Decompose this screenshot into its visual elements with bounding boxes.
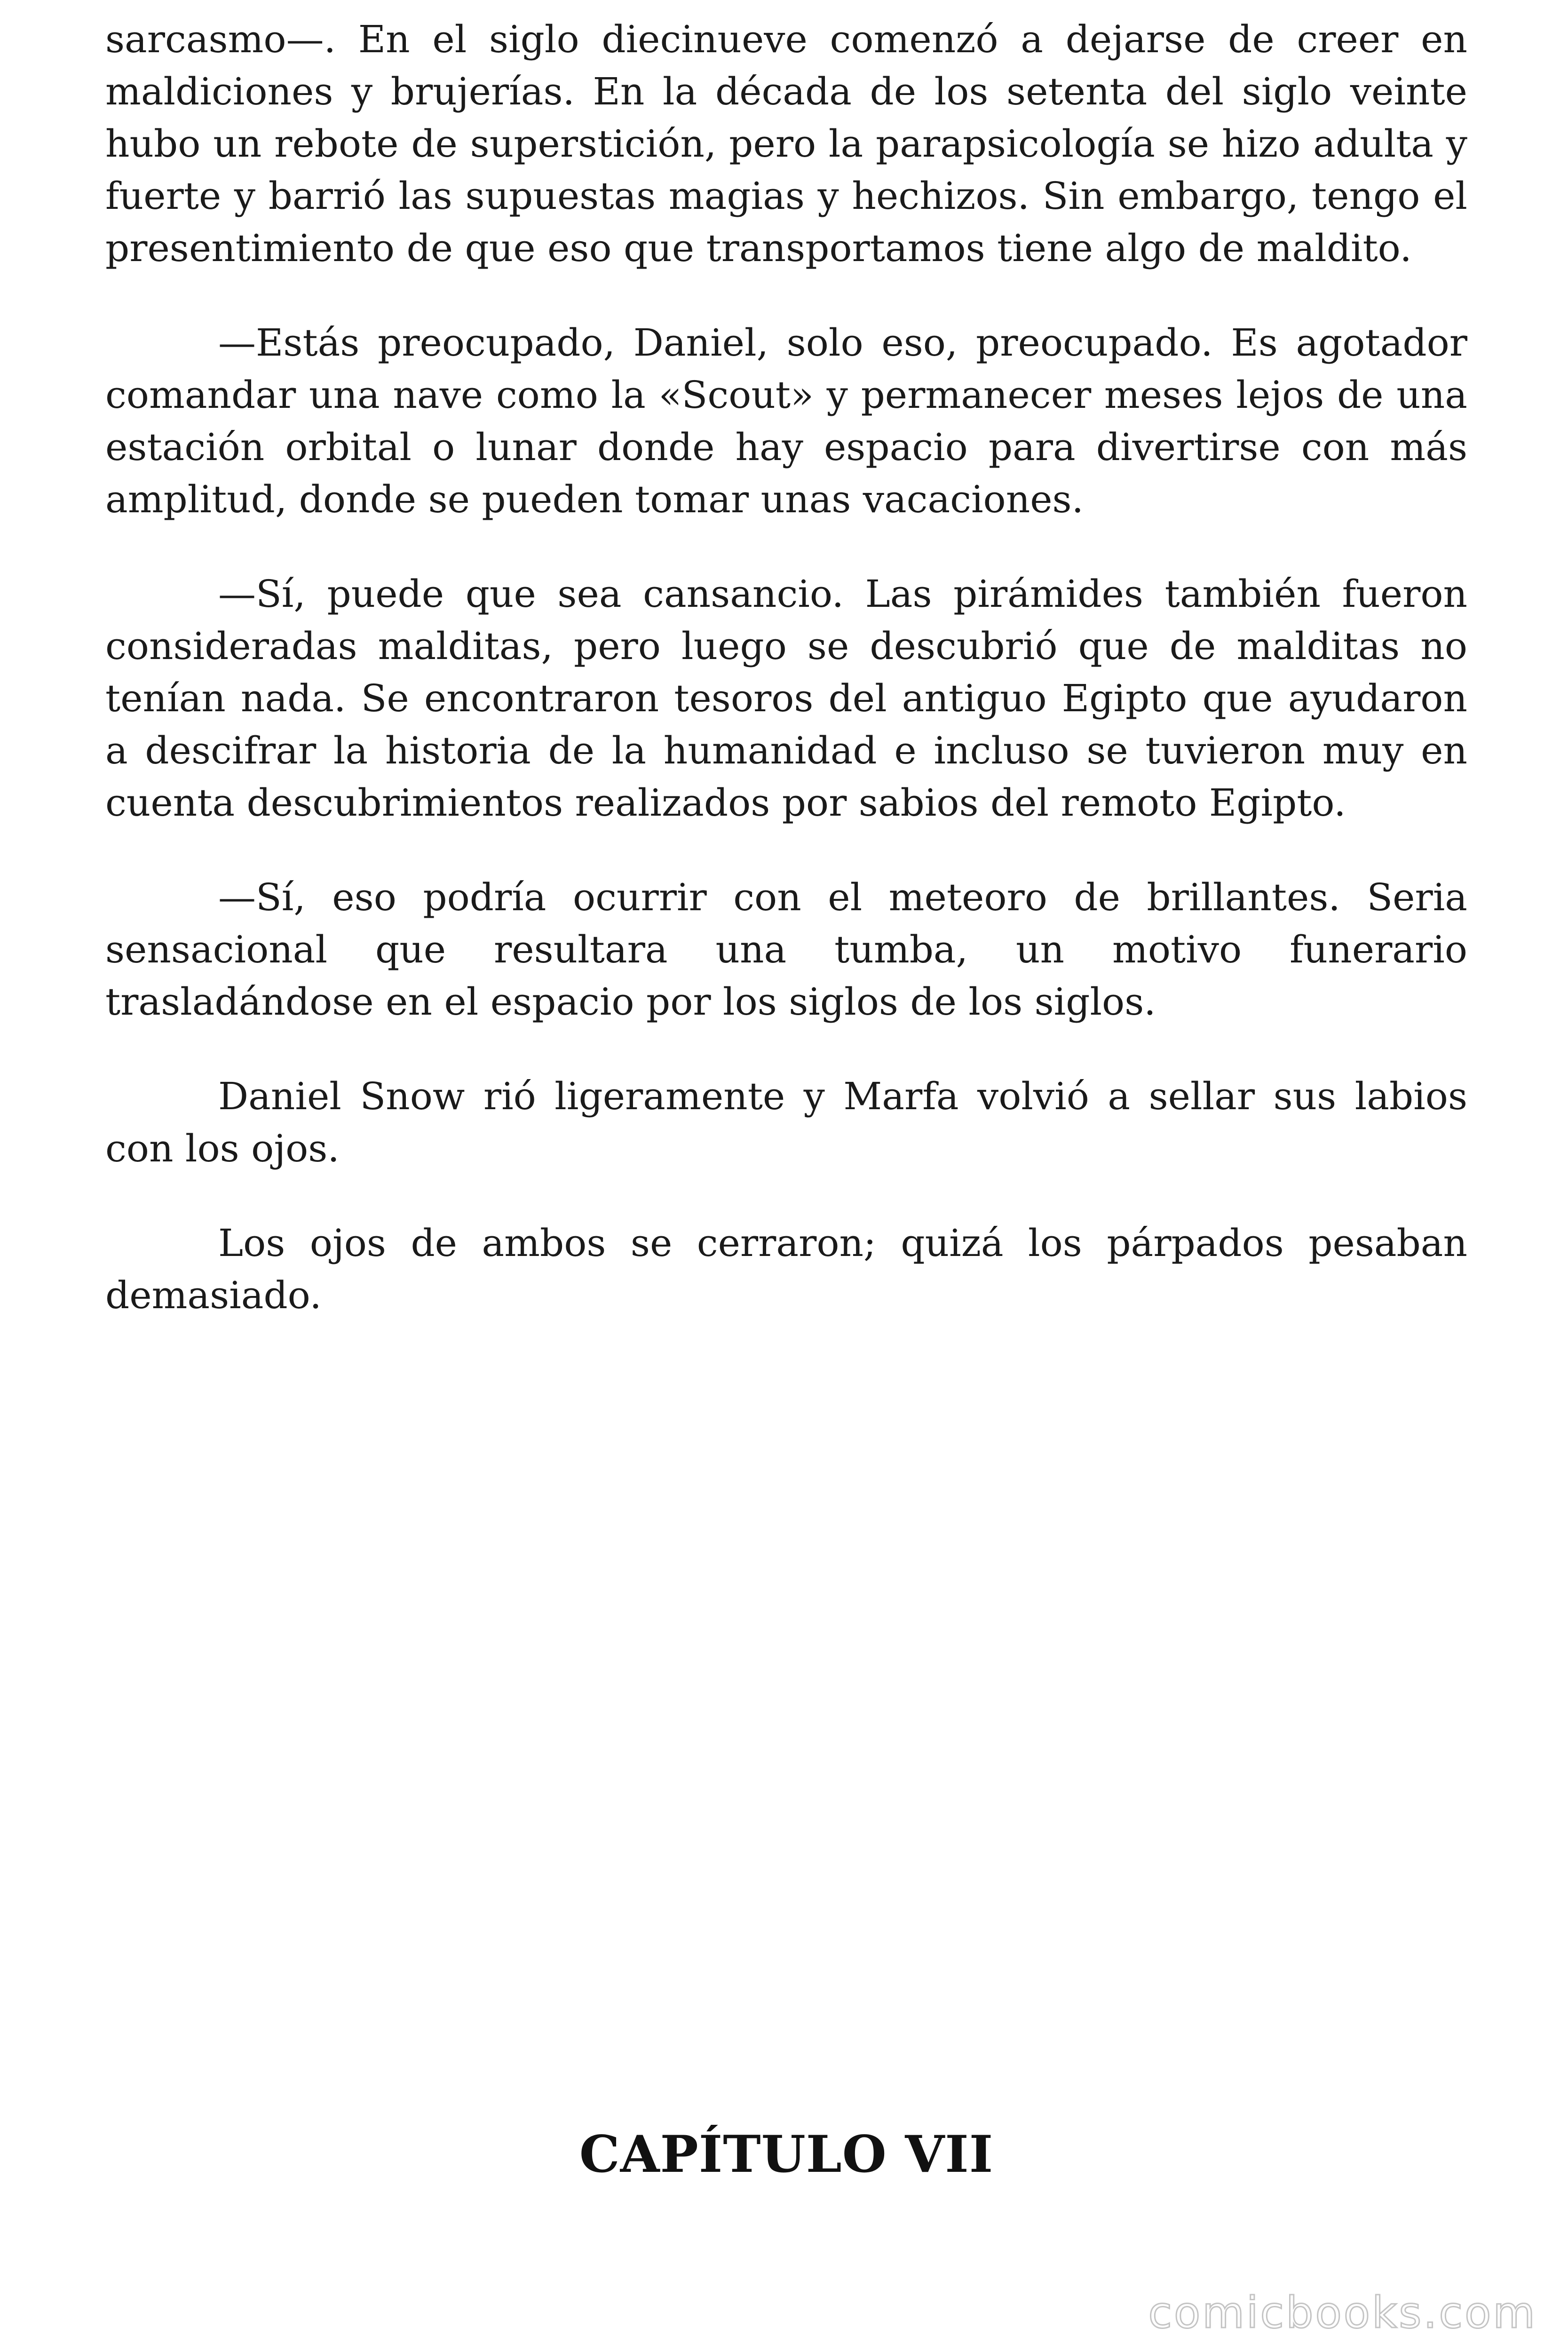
chapter-heading: CAPÍTULO VII	[579, 2125, 994, 2184]
paragraph-dialogue: —Estás preocupado, Daniel, solo eso, preocupado. Es agotador comandar una nave como la «Scout» y permanecer meses lejos de una estación orbital o lunar donde hay espacio para divertirse con más amplitud, donde se pueden tomar unas vacaciones.	[105, 321, 1467, 521]
paragraph-dialogue: —Sí, puede que sea cansancio. Las pirámides también fueron consideradas malditas, pero luego se descubrió que de malditas no tenían nada. Se encontraron tesoros del antiguo Egipto que ayudaron a descifrar la historia de la humanidad e incluso se tuvieron muy en cuenta descubrimientos realizados por sabios del remoto Egipto.	[105, 572, 1467, 825]
paragraph-narration: Daniel Snow rió ligeramente y Marfa volvió a sellar sus labios con los ojos.	[105, 1074, 1467, 1170]
watermark-logo: comicbooks.com	[1148, 2288, 1537, 2338]
paragraph-narration: Los ojos de ambos se cerraron; quizá los párpados pesaban demasiado.	[105, 1221, 1467, 1317]
paragraph-continuation: sarcasmo—. En el siglo diecinueve comenzó a dejarse de creer en maldiciones y brujerías. En la década de los setenta del siglo veinte hubo un rebote de superstición, pero la parapsicología se hizo adulta y fuerte y barrió las supuestas magias y hechizos. Sin embargo, tengo el presentimiento de que eso que transportamos tiene algo de maldito.	[105, 17, 1467, 270]
paragraph-dialogue: —Sí, eso podría ocurrir con el meteoro de brillantes. Seria sensacional que resultara una tumba, un motivo funerario trasladándose en el espacio por los siglos de los siglos.	[105, 875, 1467, 1024]
book-page	[105, 0, 1467, 2352]
body-text	[105, 13, 1467, 1364]
